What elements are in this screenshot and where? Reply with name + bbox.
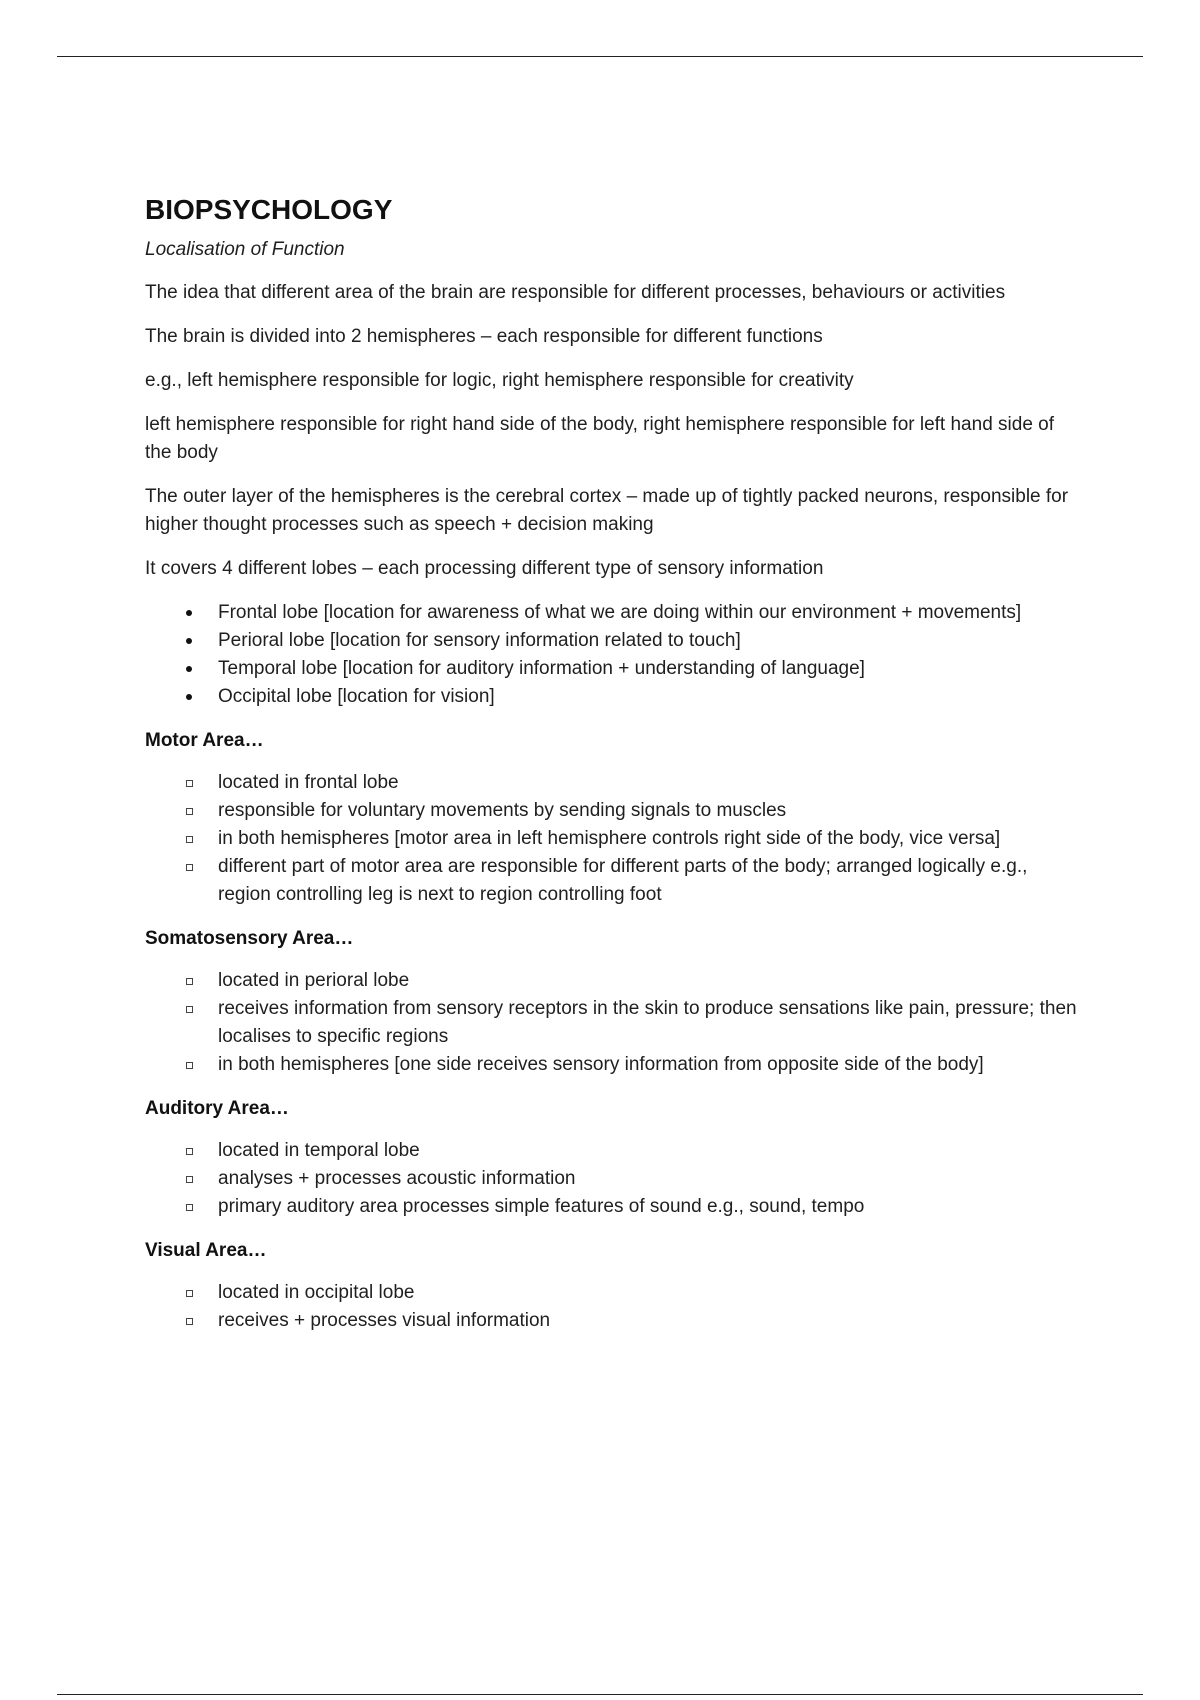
list-item-text: located in occipital lobe [218,1282,415,1303]
list-item [145,797,1085,825]
list-item [145,1051,1085,1079]
document-title: BIOPSYCHOLOGY [145,194,393,225]
intro-paragraph: e.g., left hemisphere responsible for logic, right hemisphere responsible for creativity [145,370,854,391]
list-item-text: Frontal lobe [location for awareness of what we are doing within our environment + movements] [218,602,1022,623]
list-item-text: analyses + processes acoustic information [218,1168,576,1189]
list-item-text: Occipital lobe [location for vision] [218,686,495,707]
list-item-text: receives + processes visual information [218,1310,551,1331]
list-item-text: Perioral lobe [location for sensory information related to touch] [218,630,741,651]
list-item-text: responsible for voluntary movements by sending signals to muscles [218,800,787,821]
visual-area-list [145,1279,1085,1335]
intro-paragraph: left hemisphere responsible for right hand side of the body, right hemisphere responsible for left hand side of the body [145,414,1055,463]
document-subtitle: Localisation of Function [145,239,345,260]
list-item [145,1165,1085,1193]
motor-area-list [145,769,1085,909]
list-item-text: located in temporal lobe [218,1140,420,1161]
list-item-text: in both hemispheres [motor area in left hemisphere controls right side of the body, vice versa] [218,828,1001,849]
section-heading-somatosensory-area: Somatosensory Area… [145,928,354,949]
list-item-text: receives information from sensory receptors in the skin to produce sensations like pain, pressure; then localises to specific regions [218,998,1077,1047]
lobes-list [145,599,1085,711]
list-item [145,627,1085,655]
section-heading-visual-area: Visual Area… [145,1240,267,1261]
intro-paragraph: It covers 4 different lobes – each processing different type of sensory information [145,558,824,579]
list-item [145,1307,1085,1335]
intro-paragraph: The brain is divided into 2 hemispheres – each responsible for different functions [145,326,823,347]
section-heading-motor-area: Motor Area… [145,730,264,751]
list-item [145,853,1085,909]
section-heading-auditory-area: Auditory Area… [145,1098,289,1119]
list-item-text: located in frontal lobe [218,772,399,793]
list-item [145,1193,1085,1221]
intro-paragraph: The outer layer of the hemispheres is the cerebral cortex – made up of tightly packed neurons, responsible for higher thought processes such as speech + decision making [145,486,1069,535]
list-item [145,655,1085,683]
document-body [145,192,1085,1351]
auditory-area-list [145,1137,1085,1221]
list-item-text: located in perioral lobe [218,970,410,991]
list-item [145,967,1085,995]
list-item [145,1137,1085,1165]
list-item [145,599,1085,627]
list-item [145,683,1085,711]
list-item [145,995,1085,1051]
list-item [145,1279,1085,1307]
footer-rule [57,1694,1143,1695]
list-item [145,769,1085,797]
list-item-text: Temporal lobe [location for auditory information + understanding of language] [218,658,865,679]
intro-paragraph: The idea that different area of the brain are responsible for different processes, behaviours or activities [145,282,1006,303]
somatosensory-area-list [145,967,1085,1079]
header-rule [57,56,1143,57]
list-item [145,825,1085,853]
list-item-text: in both hemispheres [one side receives sensory information from opposite side of the body] [218,1054,984,1075]
list-item-text: primary auditory area processes simple features of sound e.g., sound, tempo [218,1196,865,1217]
list-item-text: different part of motor area are responsible for different parts of the body; arranged logically e.g., region controlling leg is next to region controlling foot [218,856,1028,905]
